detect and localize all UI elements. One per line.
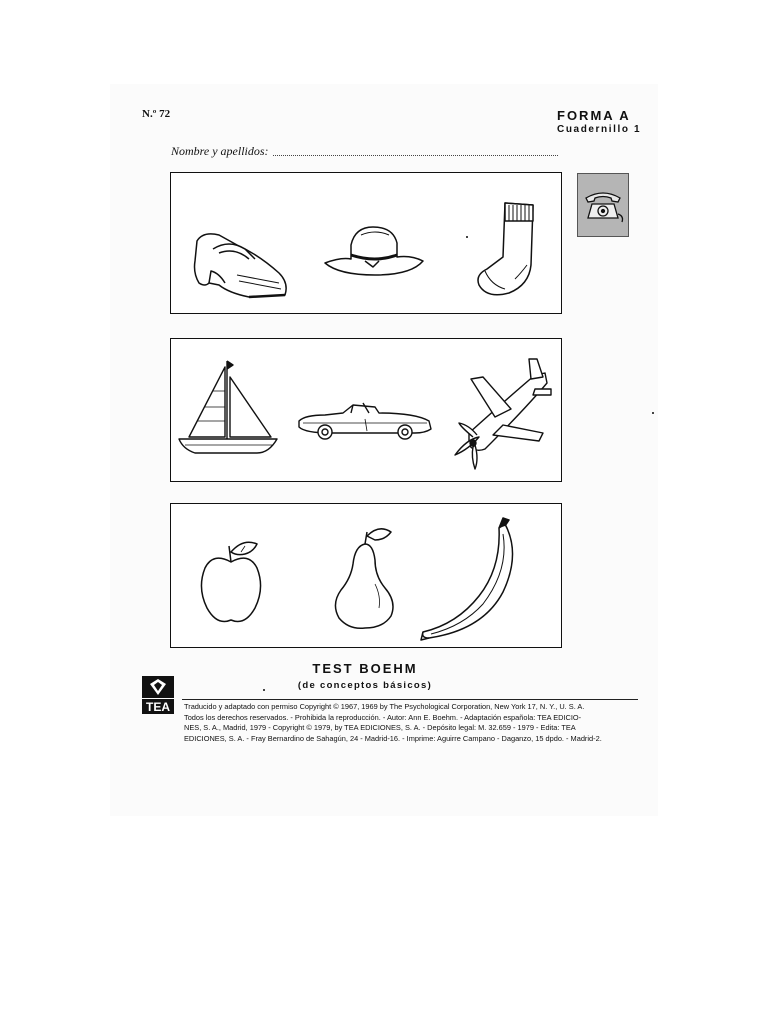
airplane-icon[interactable] xyxy=(439,353,555,473)
banana-icon[interactable] xyxy=(417,514,529,644)
apple-icon[interactable] xyxy=(197,536,267,628)
footer-rule xyxy=(182,699,638,700)
speck xyxy=(652,412,654,414)
telephone-icon xyxy=(578,174,628,236)
form-label: FORMA A xyxy=(557,108,631,123)
sailboat-icon[interactable] xyxy=(177,357,279,457)
row-panel-clothing xyxy=(170,172,562,314)
test-subtitle: (de conceptos básicos) xyxy=(297,680,433,691)
telephone-marker-box xyxy=(577,173,629,237)
sock-icon[interactable] xyxy=(471,199,541,299)
speck xyxy=(466,236,468,238)
booklet-label: Cuadernillo 1 xyxy=(557,124,642,135)
row-panel-transport xyxy=(170,338,562,482)
pear-icon[interactable] xyxy=(329,524,399,632)
logo-text: TEA xyxy=(146,700,170,714)
shoe-icon[interactable] xyxy=(189,223,293,303)
credit-line: NES, S. A., Madrid, 1979 - Copyright © 1979, by TEA EDICIONES, S. A. - Depósito legal: M. 32.659 - 1979 - Edita: TEA xyxy=(184,723,576,732)
name-field-label: Nombre y apellidos: xyxy=(171,144,269,158)
tea-logo xyxy=(142,676,174,714)
car-icon[interactable] xyxy=(295,399,435,443)
test-title: TEST BOEHM xyxy=(312,661,418,676)
credit-line: Todos los derechos reservados. - Prohibida la reproducción. - Autor: Ann E. Boehm. - Adaptación española: TEA EDICIO- xyxy=(184,712,582,722)
copyright-credits xyxy=(184,702,640,744)
credit-line: EDICIONES, S. A. - Fray Bernardino de Sahagún, 24 - Madrid-16. - Imprime: Aguirre Campano - Daganzo, 15 dpdo. - Madrid-2. xyxy=(184,733,602,743)
credit-line: Traducido y adaptado con permiso Copyright © 1967, 1969 by The Psychological Corporation, New York 17, N. Y., U. S. A. xyxy=(184,702,585,711)
row-panel-fruit xyxy=(170,503,562,648)
name-field-line[interactable] xyxy=(273,155,558,156)
sheet-number: N.º 72 xyxy=(142,108,171,120)
hat-icon[interactable] xyxy=(321,221,427,281)
speck xyxy=(263,689,265,691)
